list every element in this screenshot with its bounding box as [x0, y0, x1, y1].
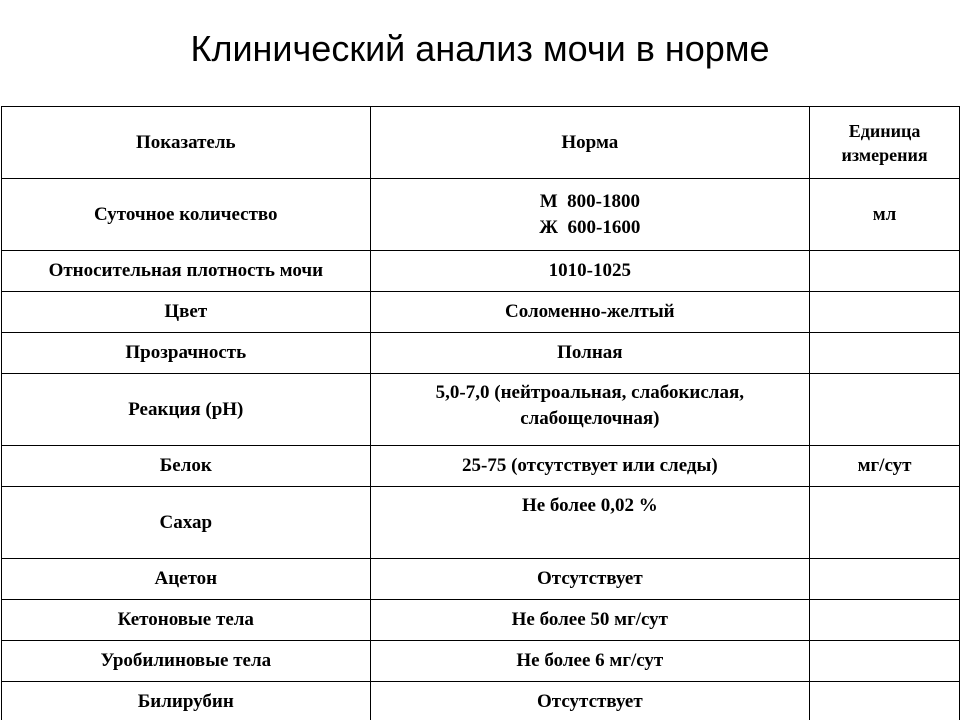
row-norm: Не более 6 мг/сут: [370, 641, 809, 682]
row-unit: мл: [810, 179, 960, 251]
table-row: [2, 251, 960, 292]
row-param: Белок: [2, 446, 371, 487]
row-param: Уробилиновые тела: [2, 641, 371, 682]
row-norm: Не более 0,02 %: [370, 487, 809, 559]
row-param: Суточное количество: [2, 179, 371, 251]
row-unit: [810, 333, 960, 374]
row-norm-line2: слабощелочная): [520, 408, 660, 429]
table-row: [2, 487, 960, 559]
table-row: [2, 179, 960, 251]
row-param: Сахар: [2, 487, 371, 559]
row-param: Цвет: [2, 292, 371, 333]
row-norm: Отсутствует: [370, 682, 809, 720]
row-unit: [810, 487, 960, 559]
row-norm: 25-75 (отсутствует или следы): [370, 446, 809, 487]
urinalysis-table: [1, 106, 960, 720]
header-unit: [810, 107, 960, 179]
row-norm: 1010-1025: [370, 251, 809, 292]
row-param: Билирубин: [2, 682, 371, 720]
row-unit: [810, 251, 960, 292]
header-norm: Норма: [370, 107, 809, 179]
row-unit: мг/сут: [810, 446, 960, 487]
row-norm: Соломенно-желтый: [370, 292, 809, 333]
row-unit: [810, 641, 960, 682]
table-row: [2, 446, 960, 487]
row-unit: [810, 600, 960, 641]
header-unit-line2: измерения: [841, 144, 928, 165]
row-param: Кетоновые тела: [2, 600, 371, 641]
row-norm-line1: 5,0-7,0 (нейтроальная, слабокислая,: [435, 382, 744, 403]
row-param: Относительная плотность мочи: [2, 251, 371, 292]
table-row: [2, 600, 960, 641]
row-param: Прозрачность: [2, 333, 371, 374]
row-unit: [810, 292, 960, 333]
table-row: [2, 374, 960, 446]
table-header-row: [2, 107, 960, 179]
urinalysis-table-wrap: [1, 106, 960, 720]
row-norm: Полная: [370, 333, 809, 374]
row-norm: Отсутствует: [370, 559, 809, 600]
row-norm: [370, 374, 809, 446]
row-param: Ацетон: [2, 559, 371, 600]
row-param: Реакция (рН): [2, 374, 371, 446]
table-row: [2, 682, 960, 720]
row-unit: [810, 374, 960, 446]
row-unit: [810, 559, 960, 600]
row-norm: Не более 50 мг/сут: [370, 600, 809, 641]
header-param: Показатель: [2, 107, 371, 179]
page-title: Клинический анализ мочи в норме: [190, 28, 770, 69]
header-unit-line1: Единица: [848, 120, 921, 141]
table-row: [2, 559, 960, 600]
row-norm: [370, 179, 809, 251]
row-norm-line2: Ж 600-1600: [539, 216, 641, 238]
row-norm-line1: М 800-1800: [539, 190, 640, 212]
row-unit: [810, 682, 960, 720]
table-row: [2, 292, 960, 333]
table-row: [2, 333, 960, 374]
table-row: [2, 641, 960, 682]
